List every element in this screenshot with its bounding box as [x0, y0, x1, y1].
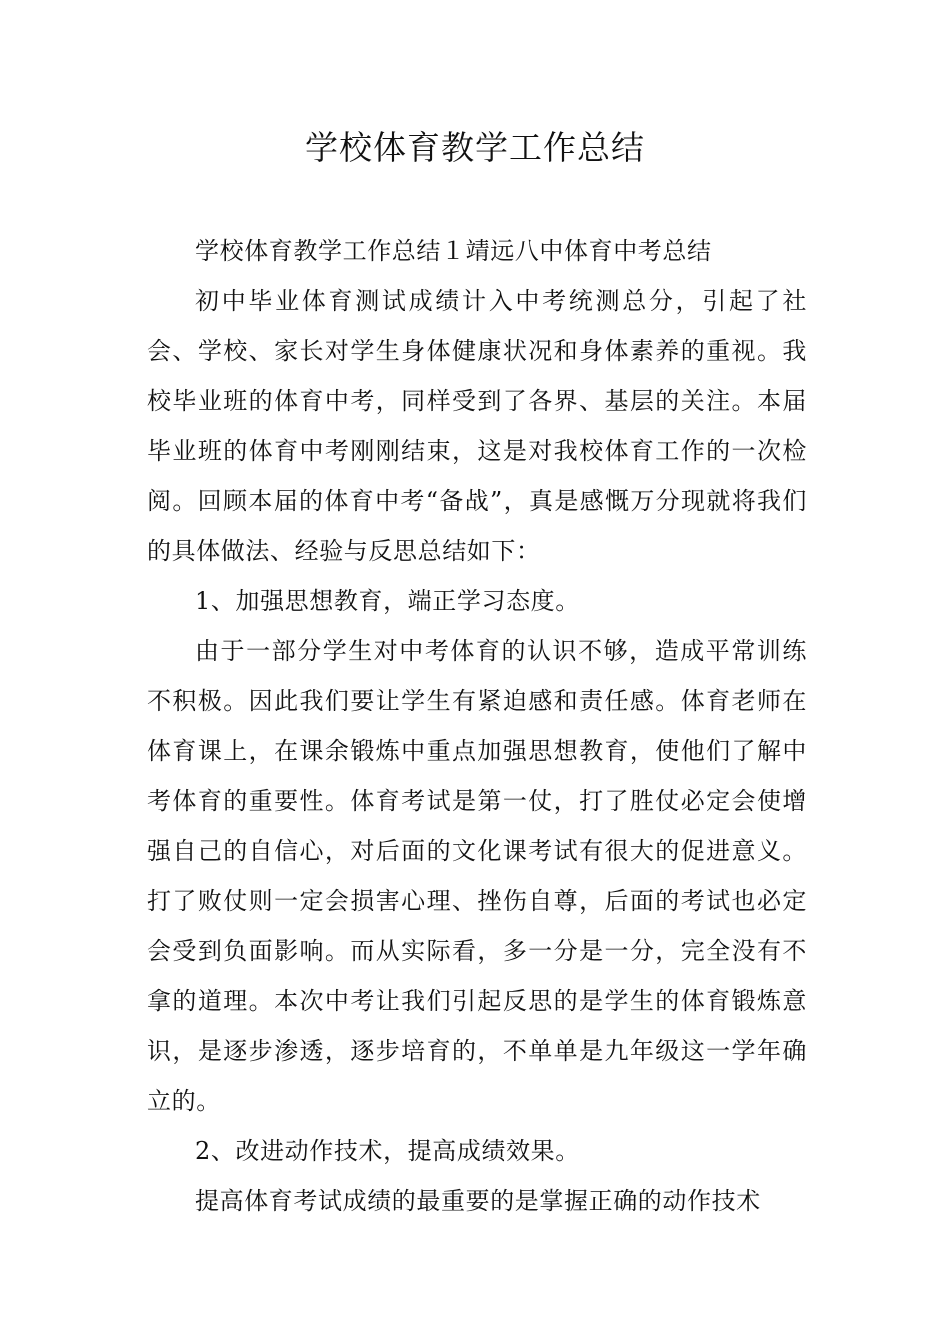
document-body	[147, 226, 807, 1226]
section-heading-1: 1、加强思想教育，端正学习态度。	[195, 587, 580, 615]
document-title: 学校体育教学工作总结	[305, 128, 645, 167]
paragraph-section-2: 提高体育考试成绩的最重要的是掌握正确的动作技术	[195, 1187, 761, 1215]
section-heading-2: 2、改进动作技术，提高成绩效果。	[195, 1137, 580, 1165]
paragraph-intro: 初中毕业体育测试成绩计入中考统测总分，引起了社会、学校、家长对学生身体健康状况和身体素养的重视。我校毕业班的体育中考，同样受到了各界、基层的关注。本届毕业班的体育中考刚刚结束，这是对我校体育工作的一次检阅。回顾本届的体育中考“备战”，真是感慨万分现就将我们的具体做法、经验与反思总结如下：	[147, 287, 807, 565]
paragraph-heading-line: 学校体育教学工作总结１靖远八中体育中考总结	[195, 237, 712, 265]
paragraph-section-1: 由于一部分学生对中考体育的认识不够，造成平常训练不积极。因此我们要让学生有紧迫感和责任感。体育老师在体育课上，在课余锻炼中重点加强思想教育，使他们了解中考体育的重要性。体育考试是第一仗，打了胜仗必定会使增强自己的自信心，对后面的文化课考试有很大的促进意义。打了败仗则一定会损害心理、挫伤自尊，后面的考试也必定会受到负面影响。而从实际看，多一分是一分，完全没有不拿的道理。本次中考让我们引起反思的是学生的体育锻炼意识，是逐步渗透，逐步培育的，不单单是九年级这一学年确立的。	[147, 637, 807, 1115]
